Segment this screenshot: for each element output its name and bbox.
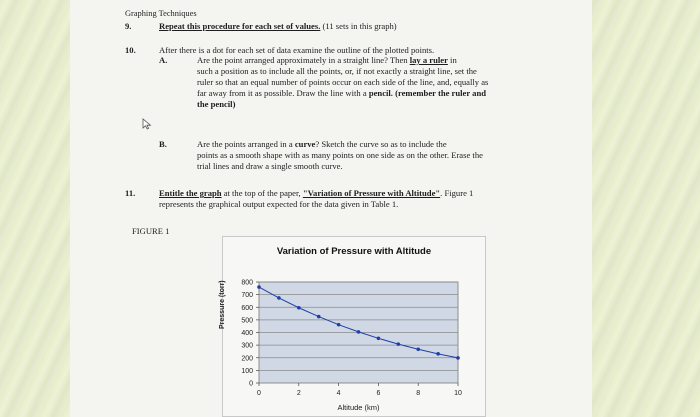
data-point xyxy=(397,342,401,346)
item-10a-line-5: the pencil) xyxy=(197,99,236,109)
item-10b-line-3: trial lines and draw a single smooth curve. xyxy=(197,161,343,171)
item-10a-line-3: ruler so that an equal number of points occur on each side of the line, and, equally as xyxy=(197,77,489,87)
chart-plot xyxy=(223,237,485,416)
data-point xyxy=(337,323,341,327)
y-tick-label: 300 xyxy=(241,342,253,350)
item-11-number: 11. xyxy=(125,188,136,198)
item-10b-line-1: Are the points arranged in a curve? Sketch the curve so as to include the xyxy=(197,139,447,149)
y-tick-label: 200 xyxy=(241,355,253,363)
item-9-text: Repeat this procedure for each set of values. (11 sets in this graph) xyxy=(159,21,397,31)
figure-chart xyxy=(219,236,486,417)
data-point xyxy=(257,285,261,289)
y-tick-label: 100 xyxy=(241,367,253,375)
item-10-intro: After there is a dot for each set of data examine the outline of the plotted points. xyxy=(159,45,435,55)
y-tick-label: 0 xyxy=(249,380,253,388)
y-tick-label: 800 xyxy=(241,279,253,287)
data-point xyxy=(377,337,381,341)
y-tick-label: 600 xyxy=(241,304,253,312)
item-11-line-2: represents the graphical output expected for the data given in Table 1. xyxy=(159,199,399,209)
pointer-cursor-icon xyxy=(142,118,152,130)
y-tick-label: 500 xyxy=(241,317,253,325)
item-10-number: 10. xyxy=(125,45,136,55)
item-11-line-1: Entitle the graph at the top of the paper, "Variation of Pressure with Altitude". Figure 1 xyxy=(159,188,474,198)
x-tick-label: 6 xyxy=(376,390,381,397)
item-9-number: 9. xyxy=(125,21,132,31)
data-point xyxy=(436,352,440,356)
item-10b-label: B. xyxy=(159,139,167,149)
x-tick-label: 4 xyxy=(336,390,341,397)
document-page xyxy=(70,0,592,417)
item-10a-line-4: far away from it as possible. Draw the line with a pencil. (remember the ruler and xyxy=(197,88,487,98)
item-10b-line-2: points as a smooth shape with as many points on one side as on the other. Erase the xyxy=(197,150,483,160)
x-tick-label: 8 xyxy=(416,390,421,397)
doc-header: Graphing Techniques xyxy=(125,9,197,18)
chart-title: Variation of Pressure with Altitude xyxy=(276,246,432,257)
y-axis-label: Pressure (torr) xyxy=(219,280,226,329)
item-10a-label: A. xyxy=(159,55,168,65)
data-point xyxy=(357,330,361,334)
data-point xyxy=(416,347,420,351)
y-tick-label: 700 xyxy=(241,292,253,300)
x-tick-label: 2 xyxy=(296,390,301,397)
x-tick-label: 0 xyxy=(257,390,261,397)
data-point xyxy=(456,356,460,360)
data-point xyxy=(297,306,301,310)
y-tick-label: 400 xyxy=(241,330,253,337)
x-axis-label: Altitude (km) xyxy=(337,403,380,412)
item-10a-line-2: such a position as to include all the points, or, if not exactly a straight line, set the xyxy=(197,66,477,76)
figure-label: FIGURE 1 xyxy=(132,226,170,236)
item-10a-line-1: Are the point arranged approximately in a straight line? Then lay a ruler in xyxy=(197,55,457,65)
x-tick-label: 10 xyxy=(454,390,462,397)
data-point xyxy=(277,296,281,300)
data-point xyxy=(317,315,321,319)
